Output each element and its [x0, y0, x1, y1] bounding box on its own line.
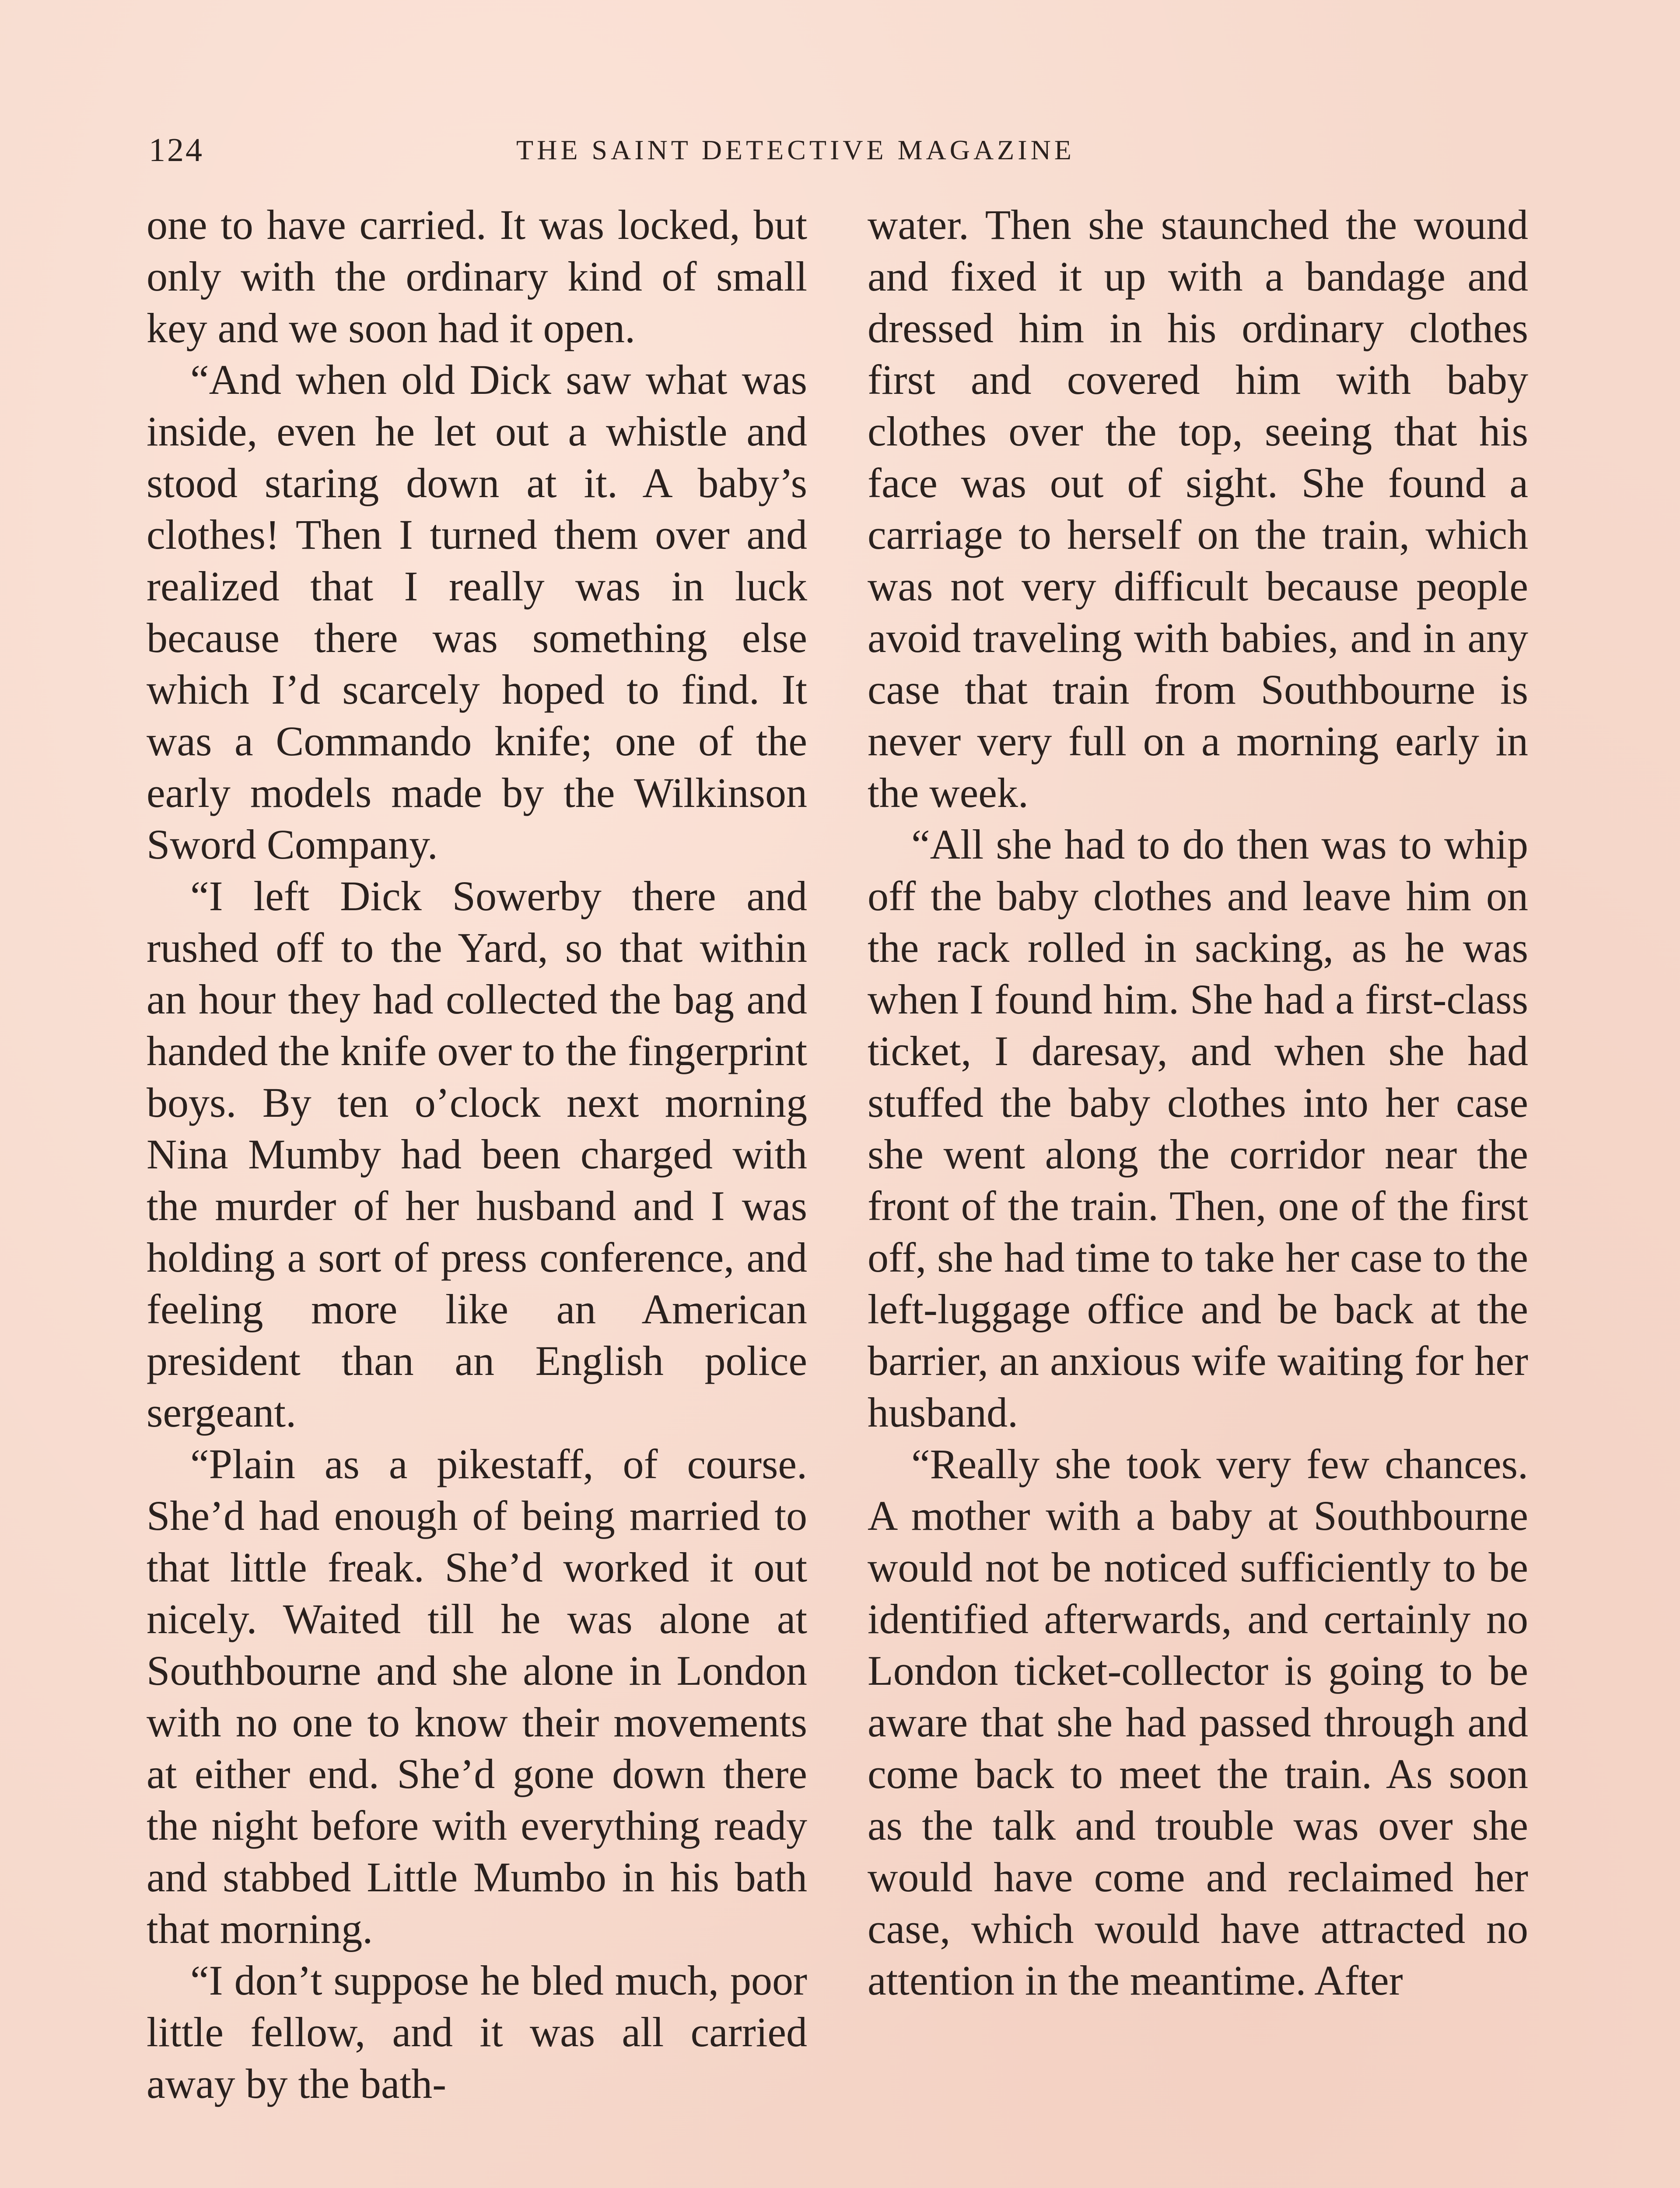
magazine-title: THE SAINT DETECTIVE MAGAZINE [516, 134, 1075, 165]
paragraph: water. Then she staunched the wound and fixed it up with a bandage and dressed him in his ordinary clothes first and covered him with baby clothes over the top, seeing that his face was out of sight. She found a carriage to herself on the train, which was not very difficult because people avoid traveling with babies, and in any case that train from Southbourne is never very full on a morning early in the week. [868, 201, 1528, 816]
paragraph: “All she had to do then was to whip off the baby clothes and leave him on the rack rolled in sacking, as he was when I found him. She had a first-class ticket, I daresay, and when she had stuffed the baby clothes into her case she went along the corridor near the front of the train. Then, one of the first off, she had time to take her case to the left-luggage office and be back at the barrier, an anxious wife waiting for her husband. [868, 821, 1528, 1436]
paragraph: “Plain as a pikestaff, of course. She’d had enough of being married to that little freak. She’d worked it out nicely. Waited till he was alone at Southbourne and she alone in London with no one to know their movements at either end. She’d gone down there the night before with everything ready and stabbed Little Mumbo in his bath that morning. [147, 1441, 807, 1952]
paragraph: “I left Dick Sowerby there and rushed off to the Yard, so that within an hour they had collected the bag and handed the knife over to the fingerprint boys. By ten o’clock next morning Nina Mumby had been charged with the murder of her husband and I was holding a sort of press conference, and feeling more like an American president than an English police sergeant. [147, 873, 807, 1436]
paragraph: one to have carried. It was locked, but only with the ordinary kind of small key and we soon had it open. [147, 201, 807, 351]
running-head [149, 131, 1536, 184]
page-number: 124 [149, 132, 204, 168]
paragraph: “And when old Dick saw what was inside, even he let out a whistle and stood staring down at it. A baby’s clothes! Then I turned them over and realized that I really was in luck because there was something else which I’d scarcely hoped to find. It was a Commando knife; one of the early models made by the Wilkinson Sword Company. [147, 356, 807, 868]
right-column [868, 199, 1528, 2006]
paragraph: “I don’t suppose he bled much, poor little fellow, and it was all carried away by the bath- [147, 1957, 807, 2107]
paragraph: “Really she took very few chances. A mother with a baby at Southbourne would not be noticed sufficiently to be identified afterwards, and certainly no London ticket-collector is going to be aware that she had passed through and come back to meet the train. As soon as the talk and trouble was over she would have come and reclaimed her case, which would have attracted no attention in the meantime. After [868, 1441, 1528, 2004]
left-column [147, 199, 807, 2110]
